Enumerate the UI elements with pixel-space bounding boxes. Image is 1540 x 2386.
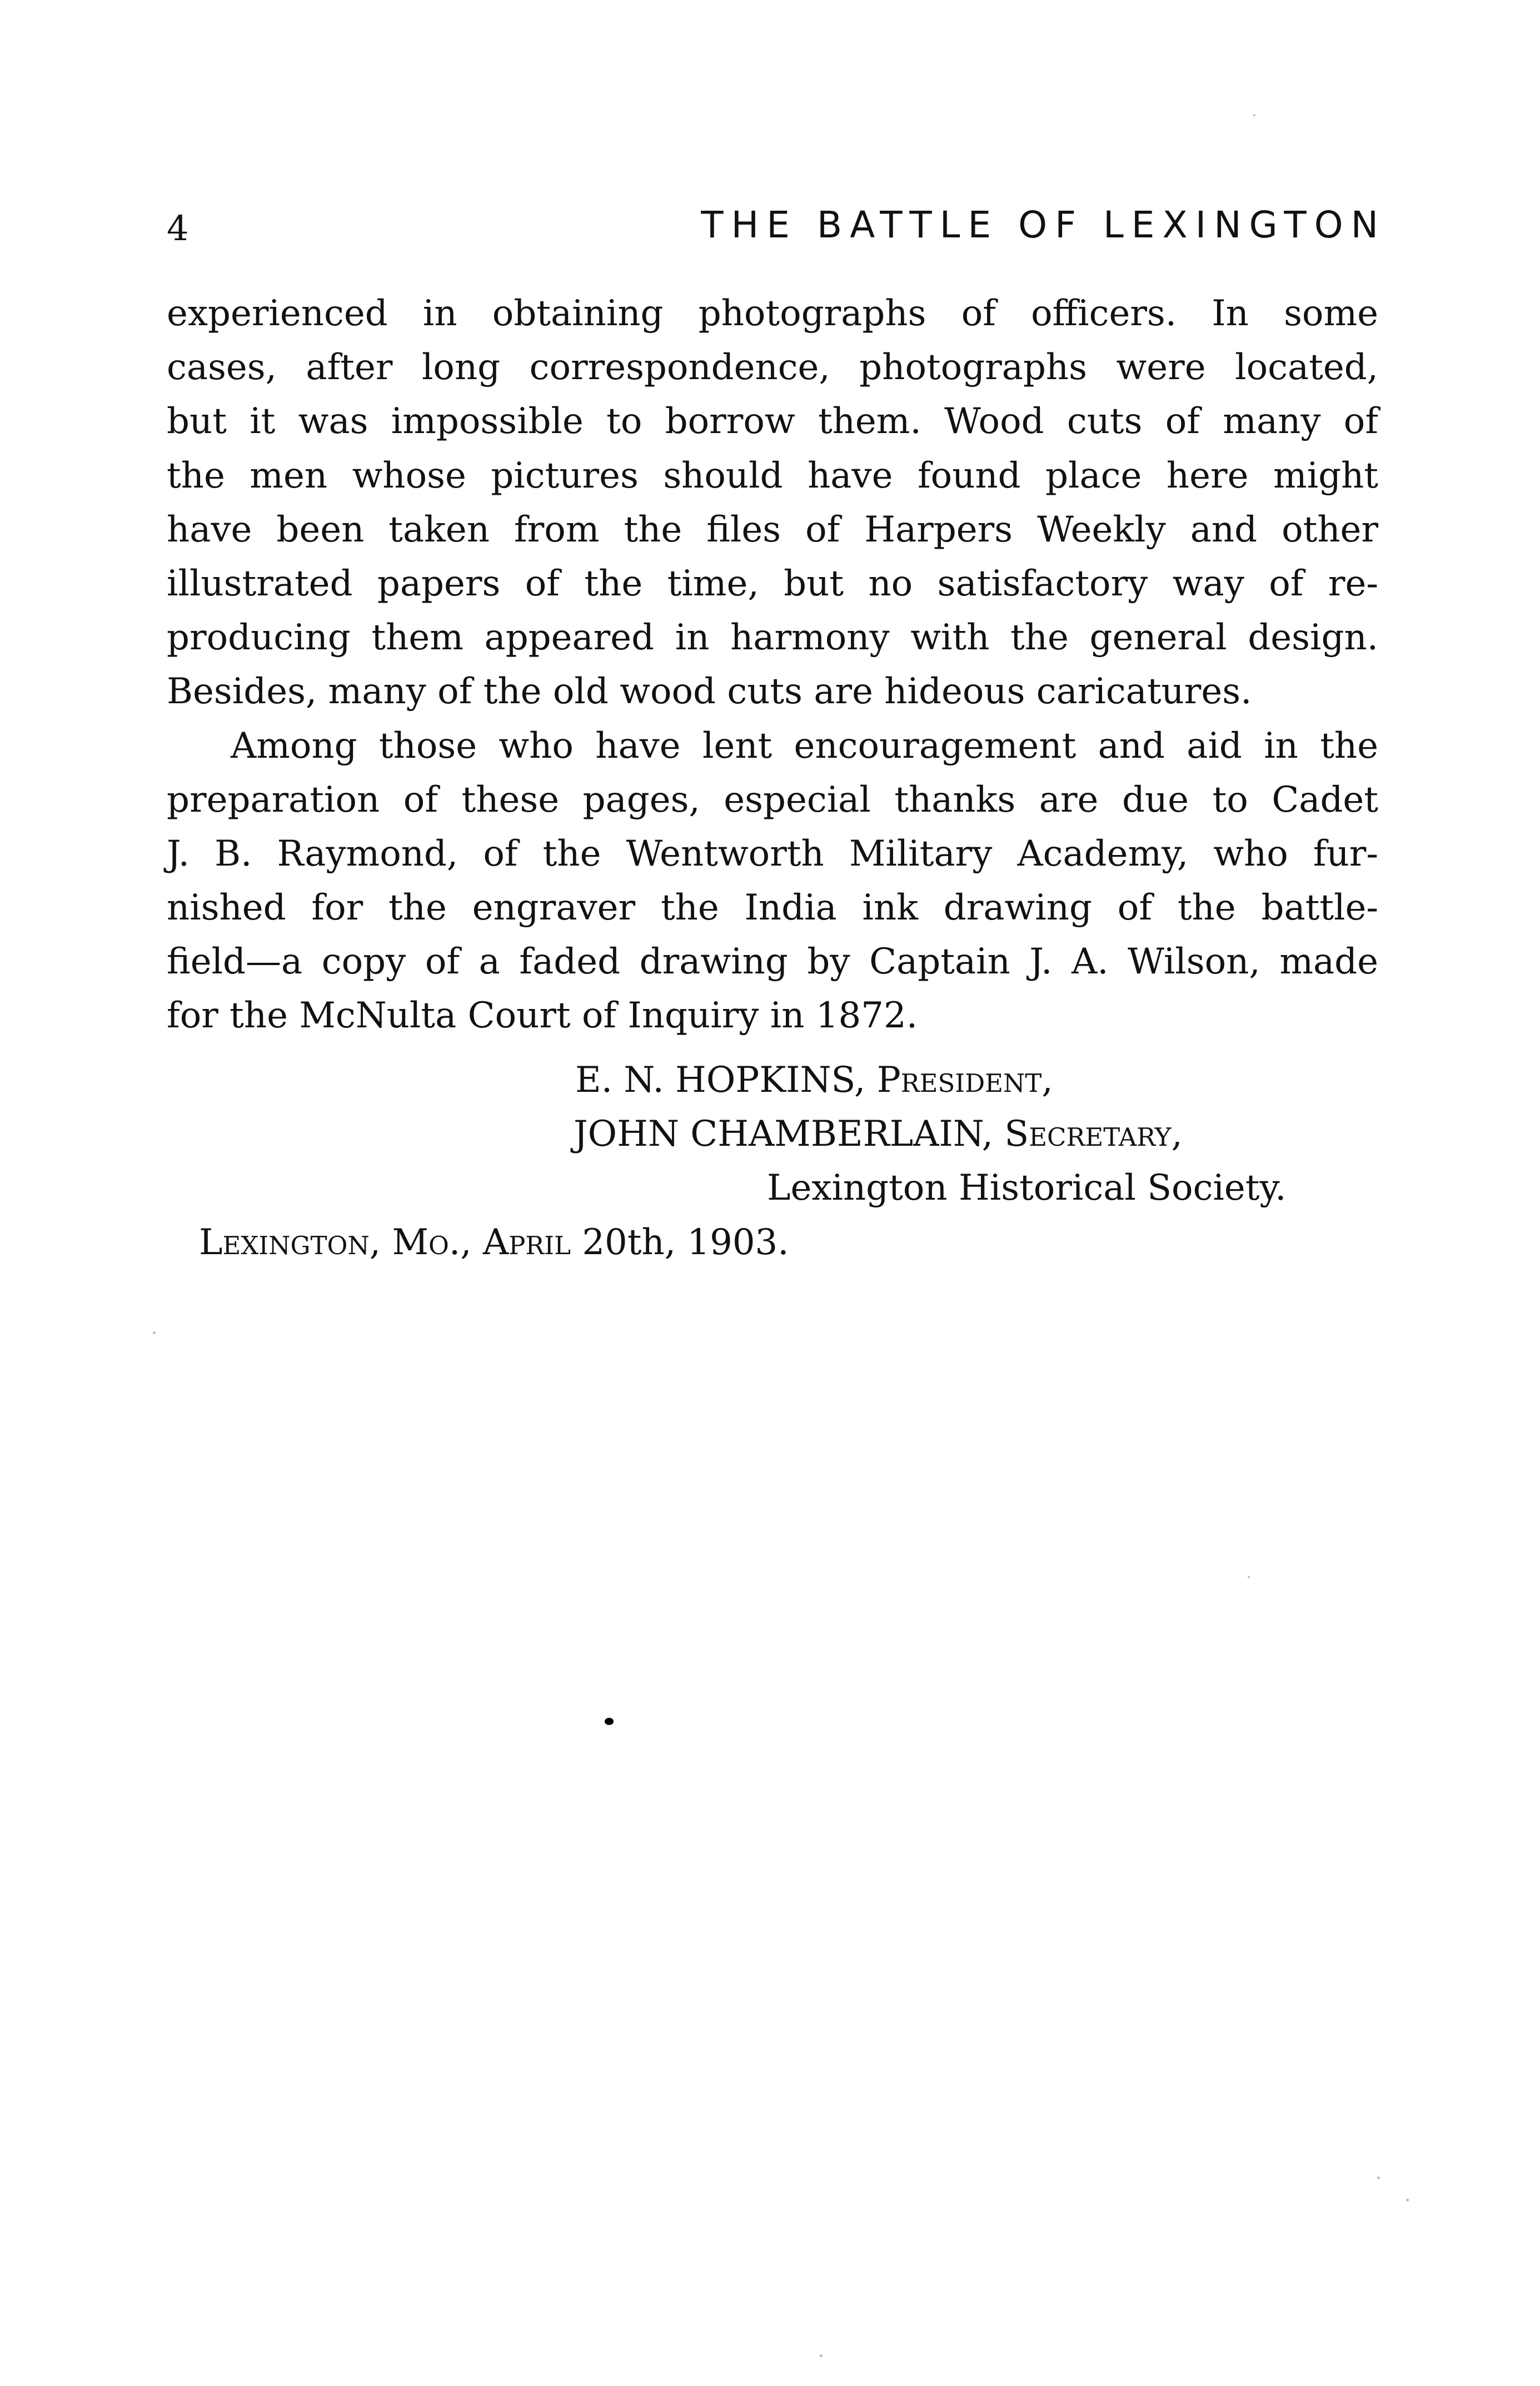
running-title: THE BATTLE OF LEXINGTON (701, 203, 1386, 246)
text-line: producing them appeared in harmony with the general design. (167, 617, 1378, 659)
scan-speck (153, 1331, 156, 1334)
signature-organization: Lexington Historical Society. (767, 1167, 1287, 1209)
paragraph (167, 287, 1378, 719)
text-line: preparation of these pages, especial thanks are due to Cadet (167, 779, 1378, 821)
text-line: but it was impossible to borrow them. Wood cuts of many of (167, 401, 1378, 443)
text-line: cases, after long correspondence, photographs were located, (167, 347, 1378, 389)
scan-speck (1248, 1576, 1250, 1578)
page-number: 4 (167, 208, 189, 248)
president-title: President, (876, 1060, 1053, 1101)
running-head (167, 203, 1386, 253)
text-line: illustrated papers of the time, but no satisfactory way of re- (167, 563, 1378, 604)
text-line: nished for the engraver the India ink drawing of the battle- (167, 887, 1378, 929)
paragraph (167, 719, 1378, 1043)
scan-speck (1406, 2199, 1409, 2201)
secretary-title: Secretary, (1004, 1114, 1183, 1155)
dateline-place: Lexington, Mo., (199, 1221, 472, 1263)
text-line: the men whose pictures should have found place here might (167, 455, 1378, 496)
dateline (167, 1216, 1378, 1270)
text-line: Besides, many of the old wood cuts are hideous caricatures. (167, 671, 1252, 713)
text-line: experienced in obtaining photographs of officers. In some (167, 293, 1378, 334)
text-line: have been taken from the files of Harpers Weekly and other (167, 509, 1378, 550)
scan-speck (820, 2354, 823, 2357)
text-line: field—a copy of a faded drawing by Captain J. A. Wilson, made (167, 941, 1378, 983)
scan-speck (605, 1718, 614, 1725)
scan-speck (1253, 114, 1255, 116)
scan-speck (1377, 2176, 1380, 2179)
signature-president (167, 1053, 1378, 1107)
dateline-month: April (482, 1221, 571, 1263)
signature-block (167, 1053, 1378, 1270)
president-name: E. N. HOPKINS, (575, 1060, 866, 1101)
body-text (167, 287, 1378, 1043)
signature-secretary (167, 1107, 1378, 1161)
dateline-day-year: 20th, 1903. (582, 1221, 789, 1263)
text-line: for the McNulta Court of Inquiry in 1872. (167, 995, 918, 1037)
secretary-name: JOHN CHAMBERLAIN, (574, 1114, 993, 1155)
text-line: J. B. Raymond, of the Wentworth Military Academy, who fur- (167, 833, 1378, 874)
text-line: Among those who have lent encouragement and aid in the (231, 725, 1378, 767)
